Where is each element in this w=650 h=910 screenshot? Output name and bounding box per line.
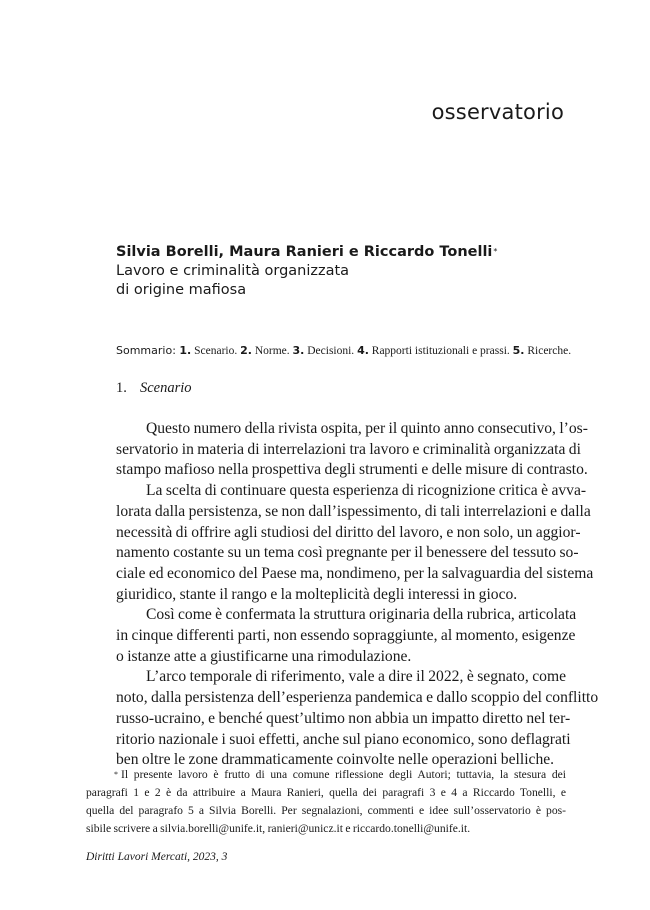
body-paragraph [86, 481, 594, 605]
body-line: La scelta di continuare questa esperienza di ricognizione critica è avva- [146, 482, 587, 500]
article-body [86, 419, 599, 771]
summary-item-text: Scenario. [191, 345, 241, 357]
body-line: servatorio in materia di interrelazioni tra lavoro e criminalità organizzata di [116, 440, 581, 458]
body-line: Questo numero della rivista ospita, per il quinto anno consecutivo, l’os- [146, 420, 588, 437]
body-line: lorata dalla persistenza, se non dall’ispessimento, di tali interrelazioni e dalla [116, 502, 591, 520]
body-paragraph [86, 605, 577, 667]
summary-item-number: 1. [179, 344, 192, 357]
body-paragraph [86, 667, 599, 771]
body-line: L’arco temporale di riferimento, vale a dire il 2022, è segnato, come [146, 668, 566, 686]
body-line: Così come è confermata la struttura originaria della rubrica, articolata [146, 606, 577, 624]
body-line: o istanze atte a giustificarne una rimodulazione. [116, 647, 412, 665]
summary-item-text: Decisioni. [304, 345, 358, 357]
section-label: osservatorio [431, 100, 564, 124]
body-line: noto, dalla persistenza dell’esperienza pandemica e dallo scoppio del conflitto [116, 689, 599, 707]
footnote-line: paragrafi 1 e 2 è da attribuire a Maura Ranieri, quella dei paragrafi 3 e 4 a Riccardo Tonelli, e [86, 786, 566, 799]
body-paragraph [86, 419, 588, 481]
body-line: ben oltre le zone drammaticamente coinvolte nelle operazioni belliche. [116, 751, 555, 769]
author-note-mark: * [493, 247, 498, 256]
body-line: ciale ed economico del Paese ma, nondimeno, per la salvaguardia del sistema [116, 564, 594, 582]
body-line: russo-ucraino, e benché quest’ultimo non abbia un impatto diretto nel ter- [116, 709, 571, 727]
summary-item-number: 5. [512, 344, 525, 357]
article-title-line-2: di origine mafiosa [116, 282, 247, 298]
body-line: ritorio nazionale i suoi effetti, anche sul piano economico, sono deflagrati [116, 730, 571, 748]
body-line: giuridico, stante il rango e la molteplicità degli interessi in gioco. [116, 585, 518, 603]
article-authors [116, 243, 576, 262]
footnote-mark: * [114, 770, 118, 779]
footnote-text: Il presente lavoro è frutto di una comune riflessione degli Autori; tuttavia, la stesura dei [121, 768, 566, 781]
footnote-line [86, 766, 566, 784]
body-line: stampo mafioso nella prospettiva degli strumenti e delle misure di contrasto. [116, 461, 588, 479]
section-heading-text: Scenario [140, 380, 192, 396]
body-line: necessità di offrire agli studiosi del diritto del lavoro, e non solo, un aggior- [116, 523, 581, 541]
summary-item-number: 4. [357, 344, 369, 357]
article-summary [116, 344, 586, 357]
summary-item-text: Rapporti istituzionali e prassi. [368, 345, 513, 357]
running-footer: Diritti Lavori Mercati, 2023, 3 [86, 851, 228, 863]
section-heading-number: 1. [116, 380, 127, 396]
footnote-line: quella del paragrafo 5 a Silvia Borelli. Per segnalazioni, commenti e idee sull’osservatorio è pos- [86, 804, 566, 817]
authors-text: Silvia Borelli, Maura Ranieri e Riccardo Tonelli [116, 244, 493, 260]
summary-item-number: 3. [292, 344, 305, 357]
body-line: in cinque differenti parti, non essendo sopraggiunte, al momento, esigenze [116, 627, 576, 645]
article-title-line-1: Lavoro e criminalità organizzata [116, 263, 350, 279]
summary-item-number: 2. [240, 344, 252, 357]
summary-item-text: Norme. [251, 345, 293, 357]
footnote-line: sibile scrivere a silvia.borelli@unife.it, ranieri@unicz.it e riccardo.tonelli@unife.it. [86, 822, 471, 835]
summary-label: Sommario: [116, 344, 180, 357]
footnote [86, 766, 566, 838]
body-line: namento costante su un tema così pregnante per il benessere del tessuto so- [116, 544, 579, 562]
section-heading [116, 380, 192, 397]
summary-item-text: Ricerche. [524, 345, 572, 357]
article-header [116, 243, 576, 300]
